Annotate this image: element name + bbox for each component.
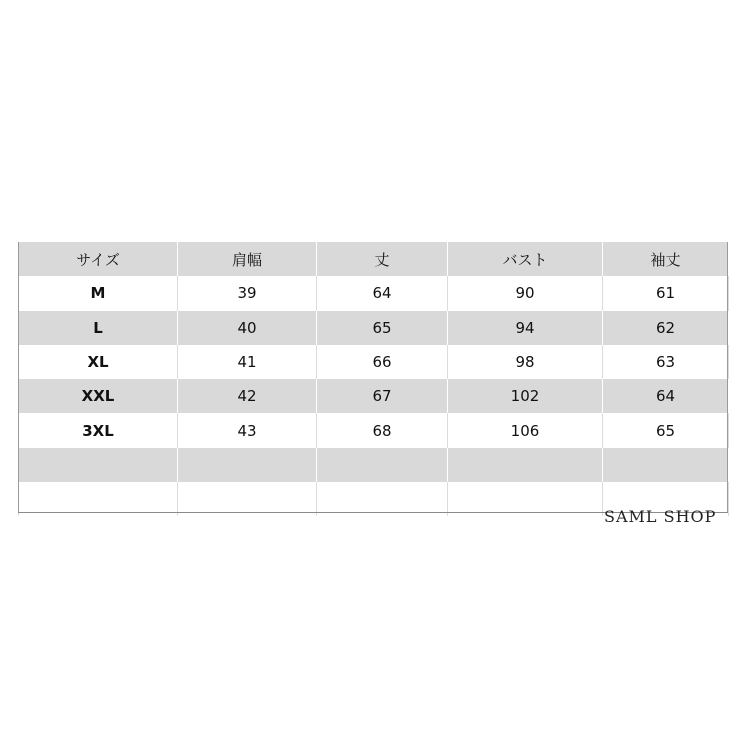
table-cell-size: XXL — [19, 379, 178, 413]
header-sleeve-length: 袖丈 — [603, 242, 729, 276]
table-cell: 90 — [448, 276, 603, 310]
table-cell: 40 — [178, 311, 317, 345]
table-frame-right — [727, 242, 728, 513]
table-cell: 65 — [603, 413, 729, 447]
table-cell — [603, 448, 729, 482]
table-frame-left — [18, 242, 19, 513]
header-bust: バスト — [448, 242, 603, 276]
table-row — [19, 276, 729, 310]
table-cell — [317, 448, 448, 482]
table-cell: 42 — [178, 379, 317, 413]
shop-watermark-text: SAML SHOP — [604, 507, 717, 526]
table-cell: 68 — [317, 413, 448, 447]
table-cell-size: 3XL — [19, 413, 178, 447]
table-cell: 65 — [317, 311, 448, 345]
table-header-row — [19, 242, 729, 276]
table-cell: 102 — [448, 379, 603, 413]
table-row — [19, 345, 729, 379]
table-cell — [448, 448, 603, 482]
table-cell: 106 — [448, 413, 603, 447]
table-cell: 63 — [603, 345, 729, 379]
table-cell: 98 — [448, 345, 603, 379]
table-cell — [178, 448, 317, 482]
table-cell: 94 — [448, 311, 603, 345]
size-chart-table — [18, 242, 729, 516]
shop-watermark — [600, 506, 720, 526]
table-cell: 66 — [317, 345, 448, 379]
table-cell: 62 — [603, 311, 729, 345]
header-size: サイズ — [19, 242, 178, 276]
header-shoulder-width: 肩幅 — [178, 242, 317, 276]
header-length: 丈 — [317, 242, 448, 276]
table-cell: 64 — [603, 379, 729, 413]
table-cell: 61 — [603, 276, 729, 310]
table-row — [19, 379, 729, 413]
table-cell: 39 — [178, 276, 317, 310]
table-cell: 64 — [317, 276, 448, 310]
table-cell-size — [19, 448, 178, 482]
table-row — [19, 413, 729, 447]
table-row — [19, 311, 729, 345]
table-cell: 41 — [178, 345, 317, 379]
table-cell-size: L — [19, 311, 178, 345]
table-cell: 67 — [317, 379, 448, 413]
table-cell-size: XL — [19, 345, 178, 379]
table-cell-size: M — [19, 276, 178, 310]
table-row-empty — [19, 448, 729, 482]
table-cell: 43 — [178, 413, 317, 447]
